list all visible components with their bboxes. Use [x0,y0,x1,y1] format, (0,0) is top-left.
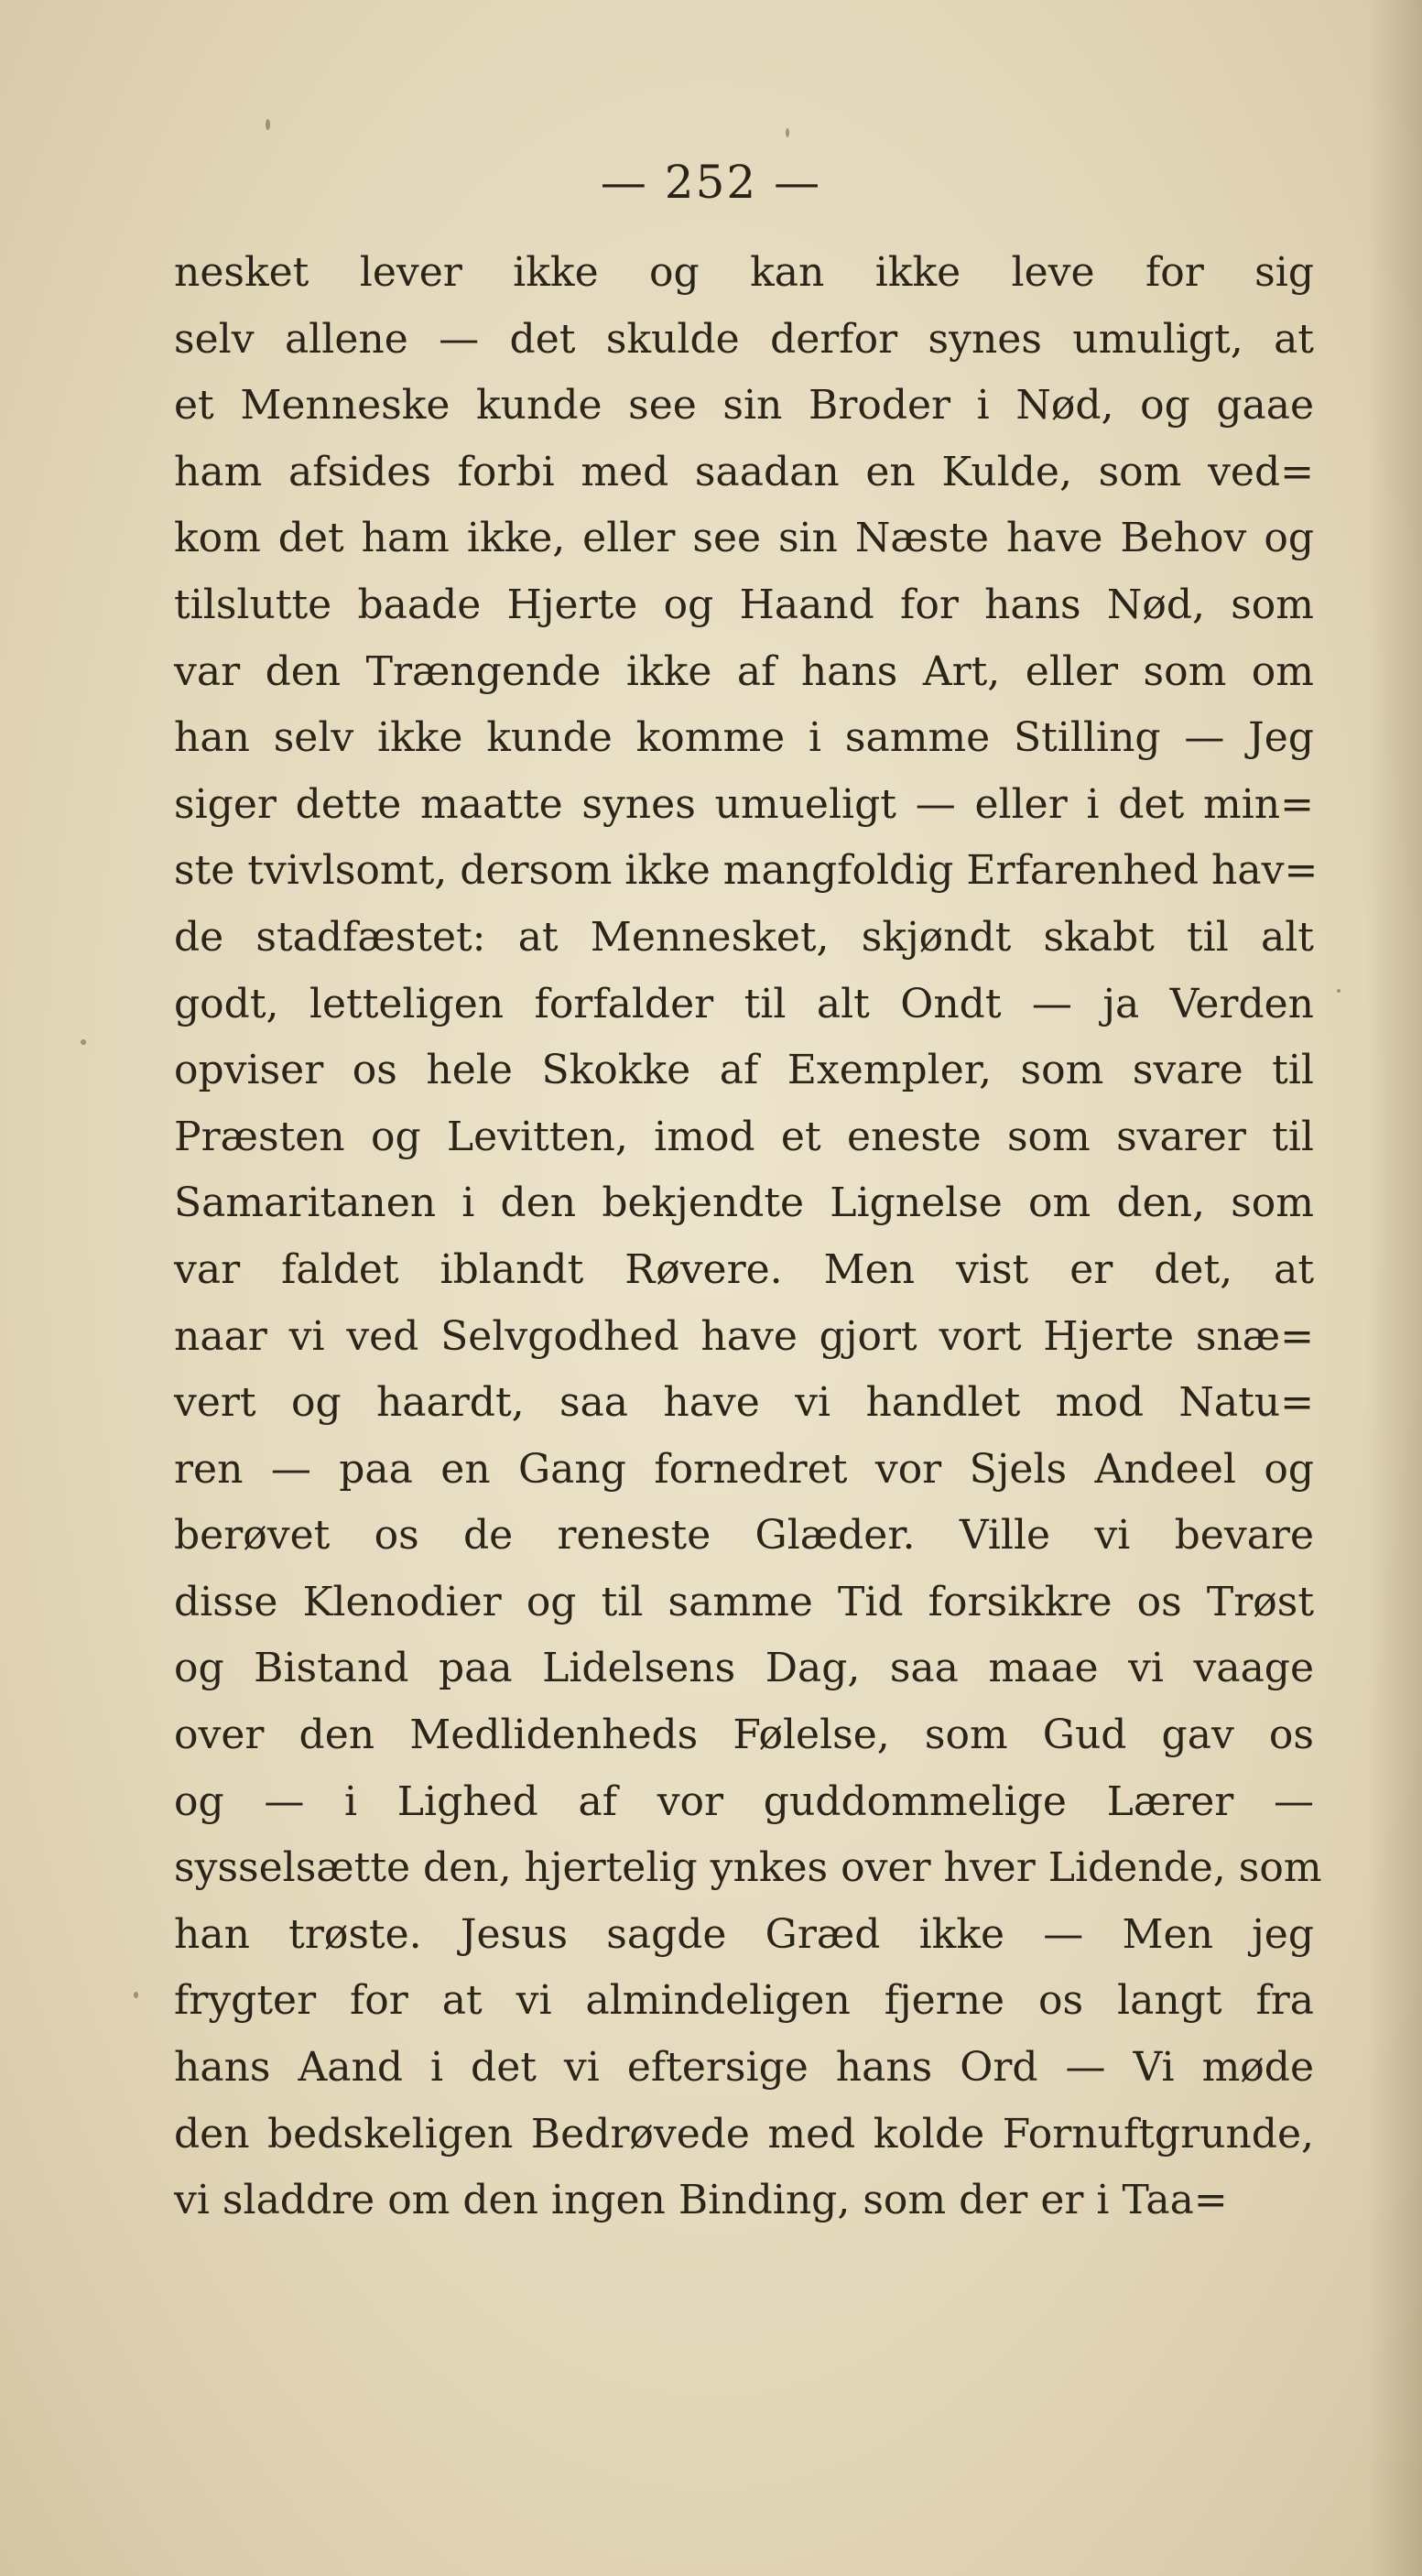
text-line: hans Aand i det vi eftersige hans Ord — Vi møde [174,2044,1314,2092]
text-line: sysselsætte den, hjertelig ynkes over hver Lidende, som [174,1844,1322,1892]
text-line: tilslutte baade Hjerte og Haand for hans Nød, som [174,581,1314,628]
text-line: vert og haardt, saa have vi handlet mod Natu= [174,1379,1314,1427]
text-line: disse Klenodier og til samme Tid forsikkre os Trøst [174,1578,1314,1625]
body-text [174,240,1322,2234]
text-line: vi sladdre om den ingen Binding, som der er i Taa= [174,2177,1228,2224]
page-edge-shadow [1367,0,1422,2576]
text-line: ren — paa en Gang fornedret vor Sjels Andeel og [174,1445,1314,1493]
text-line: kom det ham ikke, eller see sin Næste have Behov og [174,515,1314,562]
text-line: den bedskeligen Bedrøvede med kolde Fornuftgrunde, [174,2110,1314,2158]
text-line: han trøste. Jesus sagde Græd ikke — Men jeg [174,1910,1314,1958]
page-number: — 252 — [600,156,822,209]
paper-speck [134,1992,138,1998]
text-line: godt, letteligen forfalder til alt Ondt — ja Verden [174,980,1314,1027]
text-line: nesket lever ikke og kan ikke leve for sig [174,249,1314,296]
paper-speck [786,128,789,137]
text-line: siger dette maatte synes umueligt — eller i det min= [174,780,1314,828]
text-line: opviser os hele Skokke af Exempler, som svare til [174,1047,1314,1094]
paper-speck [1337,989,1341,993]
paper-speck [81,1039,86,1045]
text-line: et Menneske kunde see sin Broder i Nød, og gaae [174,382,1314,429]
text-line: selv allene — det skulde derfor synes umuligt, at [174,315,1314,363]
text-line: og — i Lighed af vor guddommelige Lærer — [174,1777,1314,1825]
text-line: Præsten og Levitten, imod et eneste som svarer til [174,1113,1314,1160]
text-line: var faldet iblandt Røvere. Men vist er det, at [174,1245,1314,1293]
text-line: han selv ikke kunde komme i samme Stilling — Jeg [174,714,1314,762]
text-line: de stadfæstet: at Mennesket, skjøndt skabt til alt [174,913,1314,961]
text-line: over den Medlidenheds Følelse, som Gud gav os [174,1712,1314,1759]
text-line: ham afsides forbi med saadan en Kulde, som ved= [174,448,1314,495]
text-line: naar vi ved Selvgodhed have gjort vort Hjerte snæ= [174,1312,1314,1360]
text-line: Samaritanen i den bekjendte Lignelse om den, som [174,1179,1314,1227]
text-line: var den Trængende ikke af hans Art, eller som om [174,647,1314,695]
paper-speck [266,119,270,130]
text-line: berøvet os de reneste Glæder. Ville vi bevare [174,1512,1314,1560]
text-line: og Bistand paa Lidelsens Dag, saa maae vi vaage [174,1645,1314,1692]
text-line: frygter for at vi almindeligen fjerne os langt fra [174,1977,1314,2025]
text-line: ste tvivlsomt, dersom ikke mangfoldig Erfarenhed hav= [174,847,1319,895]
